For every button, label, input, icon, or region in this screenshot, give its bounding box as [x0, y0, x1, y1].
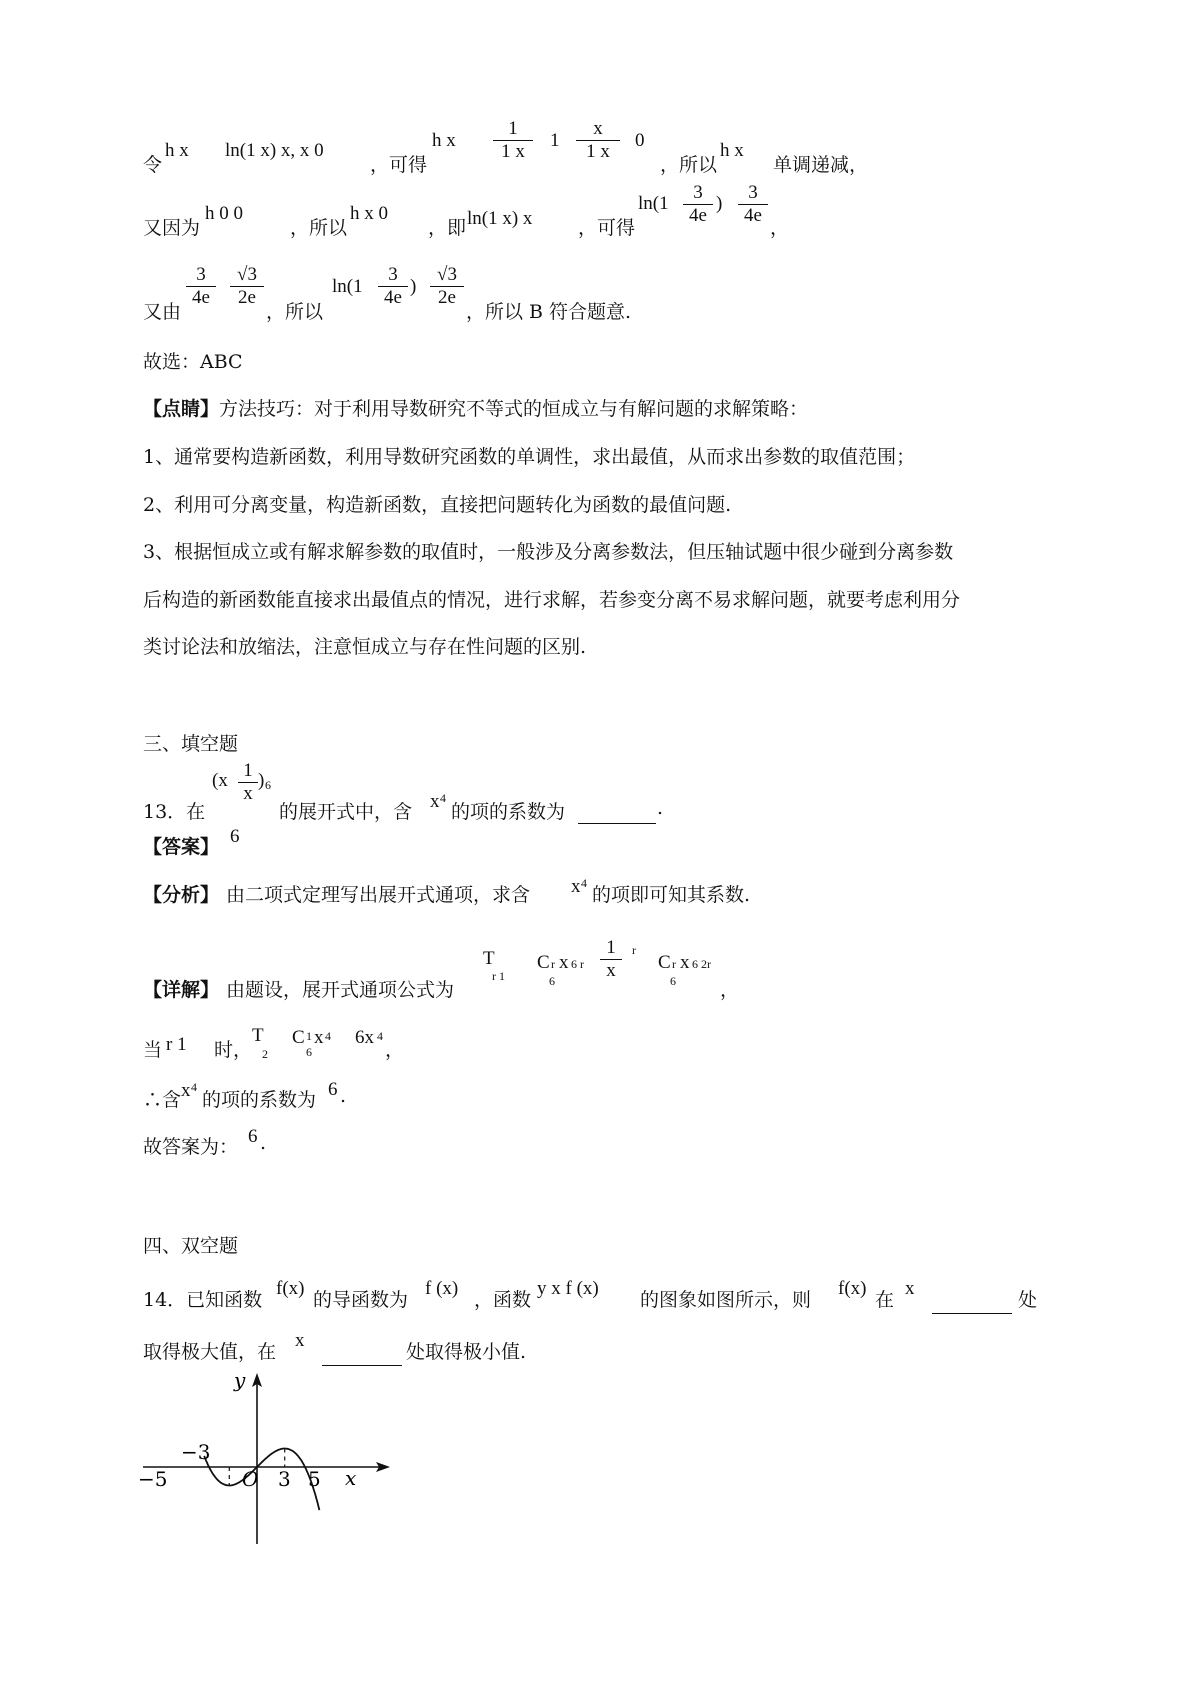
- math-sup: r: [551, 957, 555, 971]
- math-paren: ): [410, 276, 417, 297]
- q13-text: 13．在: [143, 801, 206, 823]
- math-x: x: [559, 952, 569, 973]
- text: ，可得: [578, 217, 636, 239]
- math-fx: f(x): [838, 1278, 867, 1299]
- detail-label: 【详解】: [143, 979, 220, 1001]
- text: ，所以 B 符合题意.: [466, 301, 632, 323]
- tip-item-3b: 后构造的新函数能直接求出最值点的情况，进行求解，若参变分离不易求解问题，就要考虑利用分: [143, 589, 961, 611]
- choice-line: 故选：ABC: [143, 351, 243, 373]
- math-T: T: [252, 1025, 264, 1046]
- fraction: $\frac{√3}{2e}$: [230, 264, 264, 309]
- derivative-graph: [138, 1368, 398, 1548]
- math-r: r 1: [166, 1034, 187, 1055]
- math-C: C: [537, 952, 550, 973]
- math-power: 4: [191, 1080, 197, 1094]
- q14-text: 的图象如图所示，则: [640, 1289, 812, 1311]
- q13-text: 的展开式中，含: [279, 801, 413, 823]
- answer-label: 【答案】: [143, 836, 220, 858]
- detail-text: ，: [720, 979, 740, 1001]
- q13-text: .: [657, 797, 664, 819]
- math-sup: r: [672, 957, 676, 971]
- math-sub: r 1: [492, 969, 505, 983]
- tip-item-3a: 3、根据恒成立或有解求解参数的取值时，一般涉及分离参数法，但压轴试题中很少碰到分离参数: [143, 541, 954, 563]
- y-label: y: [234, 1368, 246, 1392]
- math-x: x: [571, 876, 581, 897]
- math-sup: 4: [325, 1029, 331, 1043]
- math-y: y x f (x): [537, 1278, 599, 1299]
- math-x: x: [295, 1330, 305, 1351]
- text: 单调递减，: [773, 154, 869, 176]
- math-x: x: [181, 1080, 191, 1101]
- analysis-label: 【分析】: [143, 884, 220, 906]
- origin-label: O: [242, 1467, 259, 1491]
- text: 令: [143, 154, 163, 176]
- math-power: 4: [440, 791, 446, 805]
- q14-text: ，函数: [474, 1289, 532, 1311]
- tick-label-minus-5: −5: [138, 1467, 168, 1491]
- math-power: 4: [581, 876, 587, 890]
- math-ln: ln(1: [332, 276, 363, 297]
- math-sup: r: [632, 943, 636, 957]
- q13-text: 的项的系数为: [451, 801, 566, 823]
- math-sup: 1: [306, 1029, 312, 1043]
- tip-item-2: 2、利用可分离变量，构造新函数，直接把问题转化为函数的最值问题.: [143, 494, 732, 516]
- fraction: $\frac{3}{4e}$: [683, 182, 713, 227]
- fraction: $\frac{x}{1 x}$: [576, 118, 620, 163]
- so-text: .: [340, 1085, 347, 1107]
- math-zero: 0: [635, 130, 645, 151]
- when-text: ，: [385, 1039, 405, 1061]
- math-h-x: h x: [165, 140, 189, 161]
- section-3-title: 三、填空题: [143, 733, 239, 755]
- when-text: 时，: [214, 1039, 253, 1061]
- math-one: 1: [550, 130, 560, 151]
- curve: [204, 1449, 319, 1511]
- math: ): [258, 770, 265, 791]
- text: ，可得: [370, 154, 428, 176]
- math-expr: ln(1 x) x, x 0: [225, 140, 324, 161]
- math-T: T: [483, 948, 495, 969]
- math-sub: 6: [549, 974, 555, 988]
- math-h-prime-x: h x: [432, 130, 456, 151]
- math-sub: 6: [670, 974, 676, 988]
- math-x: x: [680, 952, 690, 973]
- tip-label: 【点睛】: [143, 398, 220, 420]
- math-sup: 6 2r: [692, 957, 711, 971]
- math-sub: 2: [262, 1047, 268, 1061]
- math-fpx: f (x): [425, 1278, 459, 1299]
- tip-item-3c: 类讨论法和放缩法，注意恒成立与存在性问题的区别.: [143, 636, 587, 658]
- when-text: 当: [143, 1039, 163, 1061]
- answer-value: 6: [230, 826, 240, 847]
- math-sup: 6 r: [571, 957, 584, 971]
- analysis-text: 由二项式定理写出展开式通项，求含: [226, 884, 531, 906]
- answer-blank-2: [322, 1347, 402, 1366]
- math-C: C: [292, 1027, 305, 1048]
- math-x: x: [314, 1027, 324, 1048]
- fraction: $\frac{√3}{2e}$: [430, 264, 464, 309]
- math-ln: ln(1: [638, 193, 669, 214]
- tip-line: [143, 395, 808, 423]
- q14-text: 在: [875, 1289, 895, 1311]
- tip-item-1: 1、通常要构造新函数，利用导数研究函数的单调性，求出最值，从而求出参数的取值范围；: [143, 446, 916, 468]
- tick-label-minus-3: −3: [181, 1440, 211, 1464]
- math-sup: 4: [377, 1029, 383, 1043]
- math-x: x: [905, 1278, 915, 1299]
- answer-blank-1: [932, 1295, 1012, 1314]
- tip-text: 方法技巧：对于利用导数研究不等式的恒成立与有解问题的求解策略：: [219, 398, 809, 420]
- math-h0: h 0 0: [205, 203, 243, 224]
- text: ，: [770, 217, 790, 239]
- detail-text: 由题设，展开式通项公式为: [226, 979, 455, 1001]
- math-h-x: h x: [720, 140, 744, 161]
- math-C: C: [658, 952, 671, 973]
- final-text: .: [260, 1132, 267, 1154]
- fraction: $\frac{1}{x}$: [600, 937, 622, 982]
- so-text: 的项的系数为: [202, 1089, 317, 1111]
- math-hx: h x 0: [350, 203, 388, 224]
- q14-text: 14．已知函数: [143, 1289, 263, 1311]
- math-paren: ): [716, 193, 723, 214]
- fraction: $\frac{1}{1 x}$: [493, 118, 533, 163]
- text: ，所以: [660, 154, 718, 176]
- math-six: 6: [248, 1126, 258, 1147]
- math-fx: f(x): [276, 1278, 305, 1299]
- q14-text: 取得极大值，在: [143, 1341, 277, 1363]
- fraction: $\frac{3}{4e}$: [378, 264, 408, 309]
- text: 又因为: [143, 217, 201, 239]
- text: ，即: [428, 217, 467, 239]
- x-label: x: [345, 1466, 357, 1490]
- text: ，所以: [266, 301, 324, 323]
- text: ，所以: [290, 217, 348, 239]
- math-ln: ln(1 x) x: [467, 208, 533, 229]
- math: (x: [212, 770, 228, 791]
- fraction: $\frac{3}{4e}$: [186, 264, 216, 309]
- math-x: x: [430, 791, 440, 812]
- fraction: $\frac{1}{x}$: [238, 760, 258, 805]
- tick-label-3: 3: [278, 1467, 291, 1491]
- math-6x: 6x: [355, 1027, 374, 1048]
- math-power: 6: [265, 778, 271, 792]
- text: 又由: [143, 301, 182, 323]
- fraction: $\frac{3}{4e}$: [738, 182, 768, 227]
- final-text: 故答案为：: [143, 1136, 239, 1158]
- math-sub: 6: [306, 1045, 312, 1059]
- q14-text: 处取得极小值.: [406, 1341, 527, 1363]
- section-4-title: 四、双空题: [143, 1235, 239, 1257]
- tick-label-5: 5: [308, 1467, 321, 1491]
- math-six: 6: [328, 1079, 338, 1100]
- q14-text: 的导函数为: [313, 1289, 409, 1311]
- analysis-text: 的项即可知其系数.: [592, 884, 751, 906]
- q14-text: 处: [1018, 1289, 1038, 1311]
- so-text: ∴含: [143, 1089, 182, 1111]
- answer-blank: [578, 805, 656, 824]
